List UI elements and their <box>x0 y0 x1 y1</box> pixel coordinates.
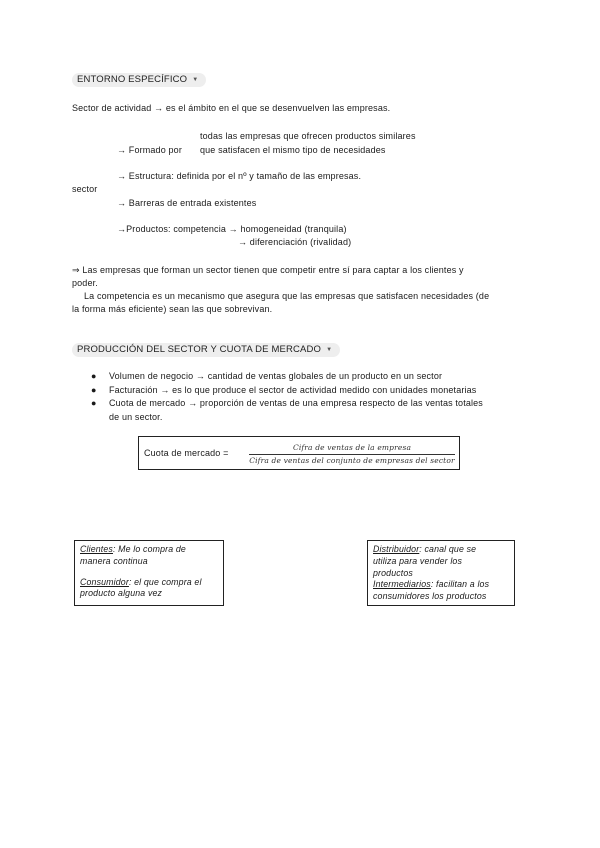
def-clientes-a: : Me lo compra de <box>112 544 186 554</box>
definition-text: Sector de actividad → es el ámbito en el que se desenvuelven las empresas. <box>72 103 391 113</box>
term-consumidor: Consumidor <box>80 576 129 587</box>
def-consumidor-b: producto alguna vez <box>80 588 163 599</box>
term-clientes: Clientes <box>80 544 113 554</box>
diferenciacion-text: → diferenciación (rivalidad) <box>238 237 352 247</box>
formula-fraction <box>249 443 455 466</box>
def-intermediarios-a: : facilitan a los <box>430 579 490 590</box>
formado-line-1: todas las empresas que ofrecen productos similares <box>200 131 416 141</box>
list-item: ● Cuota de mercado → proporción de ventas de una empresa respecto de las ventas totales <box>91 397 483 410</box>
note-box-clientes <box>74 540 224 606</box>
formula-numerator: Cifra de ventas de la empresa <box>292 443 412 452</box>
def-distribuidor-c: productos <box>373 567 413 578</box>
productos-text: →Productos: competencia → homogeneidad (tranquila) <box>117 224 347 234</box>
def-intermediarios-b: consumidores los productos <box>373 591 487 602</box>
term-intermediarios: Intermediarios <box>373 579 431 590</box>
def-distribuidor-a: : canal que se <box>419 544 477 554</box>
formado-line-2: que satisfacen el mismo tipo de necesidades <box>200 145 386 155</box>
paragraph-1-line-2: poder. <box>72 278 98 288</box>
section-heading-produccion[interactable] <box>72 343 340 357</box>
estructura-text: → Estructura: definida por el nº y tamaño de las empresas. <box>117 171 362 181</box>
chevron-down-icon: ▼ <box>192 77 199 83</box>
paragraph-2-line-1: La competencia es un mecanismo que asegura que las empresas que satisfacen necesidades (de <box>84 291 490 301</box>
formula-lhs: Cuota de mercado = <box>144 448 229 458</box>
section-heading-label: ENTORNO ESPECÍFICO <box>77 74 188 85</box>
section-heading-entorno[interactable] <box>72 73 206 87</box>
list-item: ● Facturación → es lo que produce el sector de actividad medido con unidades monetarias <box>91 384 483 397</box>
term-distribuidor: Distribuidor <box>373 544 420 554</box>
def-clientes-b: manera continua <box>80 555 148 566</box>
fraction-bar <box>249 454 455 455</box>
paragraph-2-line-2: la forma más eficiente) sean las que sobrevivan. <box>72 304 273 314</box>
def-consumidor-a: : el que compra el <box>128 576 202 587</box>
bullet-icon: ● <box>91 371 97 381</box>
list-item-continuation: de un sector. <box>109 411 163 422</box>
paragraph-1-line-1: ⇒ Las empresas que forman un sector tienen que competir entre sí para captar a los clientes y <box>72 265 464 275</box>
formado-label: → Formado por <box>117 145 182 155</box>
formula-box <box>138 436 460 470</box>
note-box-distribuidor <box>367 540 515 606</box>
bullet-icon: ● <box>91 384 97 395</box>
section-heading-label: PRODUCCIÓN DEL SECTOR Y CUOTA DE MERCADO <box>77 344 322 355</box>
sector-label: sector <box>72 184 98 194</box>
bullet-icon: ● <box>91 398 97 409</box>
list-item: ● Volumen de negocio → cantidad de ventas globales de un producto en un sector <box>91 370 483 383</box>
barreras-text: → Barreras de entrada existentes <box>117 198 257 208</box>
chevron-down-icon: ▼ <box>326 347 333 353</box>
def-distribuidor-b: utiliza para vender los <box>373 555 463 566</box>
formula-denominator: Cifra de ventas del conjunto de empresas del sector <box>249 456 455 465</box>
bullet-list <box>91 370 483 424</box>
